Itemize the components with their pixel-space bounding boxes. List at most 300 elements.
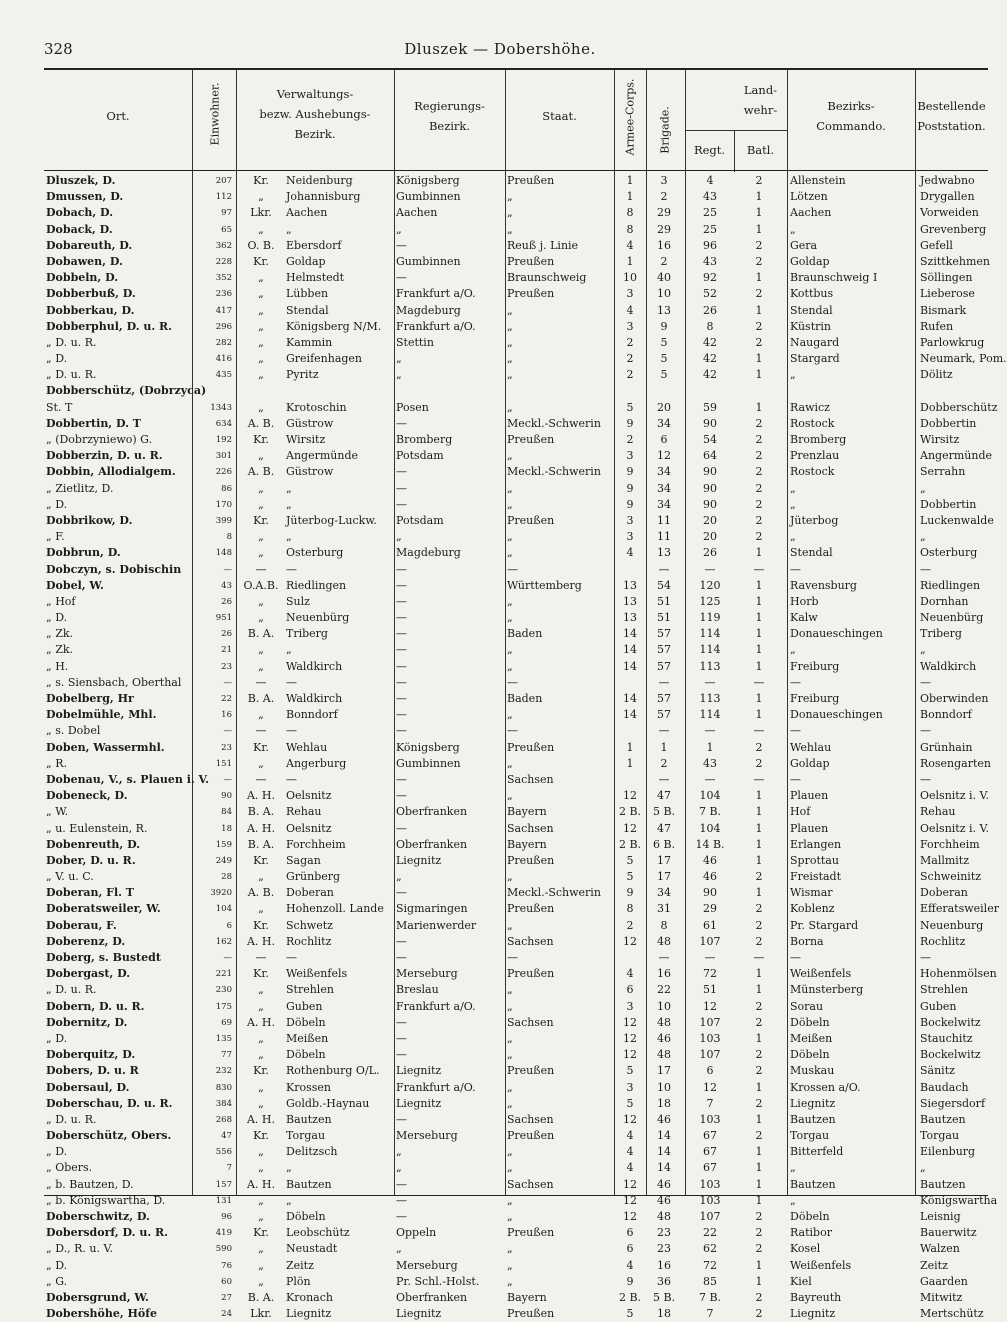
cell-regiment: 103	[699, 1177, 721, 1191]
cell-armee-corps: 9	[626, 481, 634, 495]
table-row	[44, 869, 988, 885]
table-row	[44, 901, 999, 917]
cell-bezirk: „	[286, 1161, 292, 1175]
table-row	[44, 1193, 998, 1209]
cell-poststation: Zeitz	[920, 1258, 948, 1272]
cell-bezirk: Angerburg	[286, 756, 347, 770]
cell-bataillon: 2	[755, 1307, 763, 1321]
cell-kommando: Goldap	[790, 254, 830, 268]
cell-bataillon: 1	[755, 1274, 763, 1288]
cell-armee-corps: 5	[626, 1064, 634, 1078]
cell-poststation: Osterburg	[920, 546, 978, 560]
cell-bezirk-typ: B. A.	[247, 692, 275, 705]
cell-regierung: —	[396, 724, 407, 738]
cell-kommando: Aachen	[790, 206, 832, 220]
cell-bezirk: Forchheim	[286, 837, 346, 851]
cell-bezirk: Oelsnitz	[286, 821, 332, 835]
cell-ort: Doberatsweiler, W.	[46, 902, 161, 916]
table-row	[44, 966, 997, 982]
cell-bataillon: 2	[755, 449, 763, 463]
table-row	[44, 982, 988, 998]
cell-armee-corps: 13	[623, 578, 637, 592]
cell-ort: Dobershöhe, Höfe	[46, 1307, 158, 1321]
cell-brigade: 6	[660, 433, 668, 446]
cell-bataillon: 1	[755, 983, 763, 997]
cell-staat: „	[507, 206, 513, 220]
cell-bezirk: „	[286, 222, 292, 236]
cell-kommando: Stendal	[790, 546, 833, 560]
cell-staat: „	[507, 449, 513, 463]
cell-poststation: Torgau	[920, 1129, 960, 1143]
cell-poststation: Grünhain	[920, 740, 973, 754]
cell-bataillon: 1	[755, 789, 763, 803]
cell-kommando: Kosel	[790, 1242, 821, 1256]
cell-kommando: Koblenz	[790, 902, 835, 916]
cell-poststation: Dobberschütz	[920, 400, 998, 414]
cell-poststation: Sänitz	[920, 1064, 955, 1078]
cell-poststation: Angermünde	[920, 449, 992, 463]
cell-ort: „ Zk.	[46, 643, 74, 657]
cell-ort: Dobareuth, D.	[46, 238, 133, 252]
cell-brigade: 14	[657, 1129, 671, 1143]
cell-staat: Bayern	[507, 1290, 547, 1304]
cell-brigade: 51	[657, 611, 671, 625]
table-row	[44, 1112, 988, 1128]
cell-kommando: Pr. Stargard	[790, 918, 859, 932]
table-row	[44, 238, 988, 254]
cell-brigade: 57	[657, 659, 671, 673]
cell-ort: Dobern, D. u. R.	[46, 999, 145, 1013]
cell-ort: Dobernitz, D.	[46, 1015, 128, 1029]
cell-armee-corps: 3	[626, 1080, 634, 1094]
cell-brigade: 10	[657, 1080, 671, 1094]
cell-bezirk-typ: Kr.	[253, 740, 269, 754]
cell-einwohner: 77	[221, 1050, 232, 1061]
cell-bataillon: —	[753, 951, 765, 964]
cell-kommando: Hof	[790, 805, 811, 819]
cell-kommando: Horb	[790, 594, 819, 608]
cell-bezirk: Meißen	[286, 1031, 329, 1045]
cell-regierung: —	[396, 934, 407, 948]
cell-bataillon: 2	[755, 1210, 763, 1223]
cell-armee-corps: 12	[623, 789, 637, 803]
cell-ort: „ D.	[46, 497, 68, 511]
table-row	[44, 1128, 988, 1144]
cell-regierung: Frankfurt a/O.	[396, 287, 476, 301]
cell-kommando: Rostock	[790, 416, 835, 430]
cell-bezirk-typ: „	[258, 1210, 264, 1223]
cell-poststation: Walzen	[920, 1242, 960, 1256]
cell-einwohner: —	[223, 677, 232, 688]
cell-poststation: „	[920, 643, 926, 657]
cell-bezirk-typ: B. A.	[247, 1290, 275, 1304]
cell-kommando: Krossen a/O.	[790, 1080, 861, 1094]
cell-ort: Dobberkau, D.	[46, 303, 135, 317]
cell-staat: „	[507, 1161, 513, 1175]
cell-staat: „	[507, 1258, 513, 1272]
cell-ort: Dobberbuß, D.	[46, 287, 136, 301]
cell-bezirk-typ: „	[258, 1274, 264, 1288]
cell-bataillon: 1	[755, 352, 763, 366]
cell-einwohner: 148	[215, 548, 232, 559]
cell-kommando: Freiburg	[790, 692, 840, 705]
table-row	[44, 934, 988, 950]
cell-ort: Dobersaul, D.	[46, 1080, 130, 1094]
cell-bataillon: 1	[755, 546, 763, 560]
cell-bataillon: 1	[755, 659, 763, 673]
cell-bezirk: Schwetz	[286, 918, 333, 932]
cell-staat: Sachsen	[507, 821, 554, 835]
cell-bezirk-typ: „	[258, 497, 264, 511]
cell-armee-corps: 12	[623, 1048, 637, 1062]
cell-bezirk: Osterburg	[286, 546, 344, 560]
cell-regiment: 4	[706, 174, 714, 187]
cell-einwohner: 27	[221, 1292, 232, 1303]
cell-ort: Doberenz, D.	[46, 934, 126, 948]
cell-kommando: Muskau	[790, 1064, 835, 1078]
cell-staat: „	[507, 1031, 513, 1045]
cell-bataillon: 1	[755, 368, 763, 382]
cell-regierung: Königsberg	[396, 174, 460, 187]
table-row	[44, 319, 988, 335]
cell-einwohner: 69	[221, 1017, 232, 1028]
cell-ort: Doberau, F.	[46, 918, 117, 932]
cell-bataillon: 1	[755, 692, 763, 705]
cell-einwohner: 296	[215, 321, 232, 332]
cell-kommando: „	[790, 1193, 796, 1207]
cell-ort: „ Hof	[46, 594, 76, 608]
table-row	[44, 788, 988, 804]
cell-regiment: 7 B.	[698, 1290, 722, 1304]
cell-regierung: —	[396, 1015, 407, 1029]
table-row	[44, 1241, 988, 1257]
cell-regiment: 113	[699, 692, 721, 705]
cell-regiment: 12	[703, 1080, 717, 1094]
cell-brigade: 5	[660, 352, 668, 366]
cell-bataillon: —	[753, 675, 765, 689]
cell-kommando: Donaueschingen	[790, 708, 883, 722]
cell-regiment: 51	[703, 983, 717, 997]
cell-bataillon: 1	[755, 1031, 763, 1045]
cell-brigade: 57	[657, 643, 671, 657]
cell-brigade: 48	[657, 1048, 671, 1062]
cell-einwohner: 249	[215, 855, 232, 866]
cell-kommando: Sprottau	[790, 853, 839, 867]
cell-poststation: Strehlen	[920, 983, 968, 997]
cell-bezirk: Goldb.-Haynau	[286, 1096, 370, 1110]
cell-regiment: 67	[703, 1161, 717, 1175]
table-row	[44, 626, 988, 642]
cell-regiment: —	[704, 772, 716, 786]
cell-poststation: Bonndorf	[920, 708, 972, 722]
table-row	[44, 740, 988, 756]
cell-bataillon: 2	[755, 1290, 763, 1304]
cell-poststation: Rochlitz	[920, 934, 966, 948]
cell-staat: „	[507, 222, 513, 236]
cell-poststation: Dölitz	[920, 368, 953, 382]
cell-regierung: Gumbinnen	[396, 254, 461, 268]
cell-bezirk-typ: „	[258, 190, 264, 204]
cell-bezirk-typ: „	[258, 611, 264, 625]
cell-bezirk-typ: Lkr.	[250, 1307, 272, 1321]
cell-armee-corps: 12	[623, 1177, 637, 1191]
cell-einwohner: 96	[221, 1212, 232, 1222]
cell-einwohner: 419	[215, 1228, 232, 1239]
cell-regierung: Gumbinnen	[396, 190, 461, 204]
cell-regiment: 107	[699, 934, 721, 948]
cell-einwohner: —	[223, 774, 232, 785]
cell-bezirk: Hohenzoll. Lande	[286, 902, 384, 916]
cell-einwohner: 951	[215, 613, 232, 624]
cell-poststation: Neuenbürg	[920, 611, 984, 625]
cell-bezirk: Helmstedt	[286, 271, 345, 285]
table-row	[44, 999, 988, 1015]
cell-bataillon: 1	[755, 886, 763, 900]
cell-einwohner: 282	[215, 337, 232, 348]
cell-poststation: Riedlingen	[920, 578, 981, 592]
cell-poststation: Gefell	[920, 238, 953, 252]
cell-armee-corps: 12	[623, 1015, 637, 1029]
cell-staat: „	[507, 708, 513, 722]
cell-regierung: —	[396, 789, 407, 803]
cell-ort: Dobbrikow, D.	[46, 513, 133, 527]
table-row	[44, 529, 988, 545]
cell-regierung: „	[396, 1242, 402, 1256]
cell-regierung: Magdeburg	[396, 546, 461, 560]
cell-bezirk: Ebersdorf	[286, 238, 342, 252]
cell-armee-corps: 4	[626, 967, 634, 981]
cell-kommando: Freiburg	[790, 659, 840, 673]
cell-poststation: Vorweiden	[920, 206, 979, 220]
cell-bezirk: Angermünde	[286, 449, 358, 463]
cell-regierung: Liegnitz	[396, 1096, 442, 1110]
cell-ort: Dober, D. u. R.	[46, 853, 136, 867]
cell-einwohner: 384	[215, 1098, 232, 1109]
cell-brigade: 16	[657, 238, 671, 252]
cell-bezirk-typ: „	[258, 319, 264, 333]
cell-armee-corps: 8	[626, 902, 634, 916]
cell-regierung: —	[396, 772, 407, 786]
table-row	[44, 1031, 988, 1047]
cell-poststation: Bockelwitz	[920, 1015, 981, 1029]
cell-bataillon: —	[753, 724, 765, 738]
cell-einwohner: 192	[215, 435, 232, 445]
cell-bataillon: 2	[755, 238, 763, 252]
cell-bezirk-typ: „	[258, 983, 264, 997]
cell-bezirk-typ: „	[258, 481, 264, 495]
cell-brigade: 31	[657, 902, 671, 916]
cell-regierung: Bromberg	[396, 433, 453, 446]
cell-brigade: 48	[657, 1015, 671, 1029]
cell-staat: —	[507, 951, 518, 964]
cell-ort: St. T	[46, 400, 73, 414]
table-row	[44, 707, 988, 723]
cell-bataillon: 2	[755, 513, 763, 527]
cell-ort: Dobelberg, Hr	[46, 692, 134, 705]
cell-armee-corps: 1	[626, 190, 634, 204]
cell-staat: „	[507, 303, 513, 317]
cell-bezirk-typ: Kr.	[253, 1129, 269, 1143]
cell-bezirk-typ: A. H.	[246, 1112, 276, 1126]
cell-poststation: Drygallen	[920, 190, 975, 204]
cell-bezirk: Wirsitz	[286, 433, 326, 446]
cell-staat: —	[507, 562, 518, 576]
cell-poststation: Neumark, Pom.	[920, 352, 1007, 366]
cell-poststation: „	[920, 481, 926, 495]
table-row	[44, 481, 988, 497]
cell-poststation: Neuenburg	[920, 918, 984, 932]
cell-bezirk-typ: —	[255, 951, 267, 964]
cell-armee-corps: 1	[626, 254, 634, 268]
cell-regiment: 67	[703, 1129, 717, 1143]
cell-bezirk: Strehlen	[286, 983, 334, 997]
cell-regierung: „	[396, 1145, 402, 1159]
cell-bataillon: 2	[755, 934, 763, 948]
cell-brigade: 9	[660, 319, 668, 333]
cell-bezirk: —	[286, 562, 297, 576]
table-row	[44, 448, 992, 464]
cell-kommando: —	[790, 562, 801, 576]
cell-poststation: Dobbertin	[920, 416, 977, 430]
cell-bezirk-typ: „	[258, 1048, 264, 1062]
cell-staat: —	[507, 724, 518, 738]
cell-staat: Sachsen	[507, 1015, 554, 1029]
cell-armee-corps: 8	[626, 222, 634, 236]
cell-bezirk-typ: Kr.	[253, 433, 269, 446]
cell-kommando: Kottbus	[790, 287, 834, 301]
cell-brigade: 34	[657, 481, 671, 495]
cell-armee-corps: 2	[626, 918, 634, 932]
cell-armee-corps: 4	[626, 238, 634, 252]
cell-poststation: Grevenberg	[920, 222, 987, 236]
cell-brigade: 18	[657, 1096, 671, 1110]
cell-bezirk-typ: B. A.	[247, 837, 275, 851]
cell-brigade: 17	[657, 870, 671, 884]
cell-ort: „ u. Eulenstein, R.	[46, 821, 148, 835]
cell-kommando: Naugard	[790, 335, 840, 349]
cell-ort: Dobersdorf, D. u. R.	[46, 1226, 168, 1240]
cell-staat: Preußen	[507, 1226, 555, 1240]
cell-bezirk-typ: „	[258, 530, 264, 544]
cell-ort: Dobenreuth, D.	[46, 837, 141, 851]
cell-bataillon: 1	[755, 1258, 763, 1272]
cell-ort: „ D. u. R.	[46, 983, 97, 997]
cell-ort: Dobergast, D.	[46, 967, 131, 981]
cell-ort: Doberschwitz, D.	[46, 1210, 150, 1223]
cell-regierung: —	[396, 951, 407, 964]
cell-bataillon: 2	[755, 465, 763, 479]
cell-regierung: Liegnitz	[396, 1064, 442, 1078]
cell-ort: „ G.	[46, 1274, 68, 1288]
cell-regiment: 62	[703, 1242, 717, 1256]
cell-regierung: —	[396, 562, 407, 576]
cell-regierung: Frankfurt a/O.	[396, 319, 476, 333]
cell-staat: Bayern	[507, 805, 547, 819]
cell-staat: Meckl.-Schwerin	[507, 416, 601, 430]
cell-bezirk-typ: „	[258, 449, 264, 463]
cell-bataillon: 2	[755, 530, 763, 544]
table-row	[44, 691, 988, 707]
cell-einwohner: 135	[215, 1033, 232, 1044]
cell-ort: „ (Dobrzyniewo) G.	[46, 433, 153, 446]
cell-regiment: 90	[703, 465, 717, 479]
cell-regierung: Merseburg	[396, 1129, 458, 1143]
cell-kommando: Borna	[790, 934, 824, 948]
cell-staat: Preußen	[507, 254, 555, 268]
cell-bataillon: 1	[755, 594, 763, 608]
cell-bataillon: 2	[755, 740, 763, 754]
cell-bezirk-typ: A. H.	[246, 934, 276, 948]
cell-bezirk-typ: Kr.	[253, 918, 269, 932]
table-row	[44, 189, 988, 205]
cell-einwohner: 232	[215, 1066, 232, 1077]
cell-armee-corps: 4	[626, 1258, 634, 1272]
table-row	[44, 610, 988, 626]
cell-ort: „ s. Siensbach, Oberthal	[46, 675, 182, 689]
cell-kommando: Prenzlau	[790, 449, 840, 463]
cell-einwohner: 84	[221, 807, 232, 818]
cell-einwohner: 112	[215, 192, 232, 203]
cell-regierung: —	[396, 1177, 407, 1191]
cell-brigade: 54	[657, 578, 671, 592]
cell-kommando: „	[790, 497, 796, 511]
table-row	[44, 1063, 988, 1079]
cell-regierung: Marienwerder	[396, 918, 477, 932]
cell-brigade: 47	[657, 789, 671, 803]
cell-regiment: 103	[699, 1112, 721, 1126]
cell-armee-corps: 14	[623, 627, 637, 641]
cell-bezirk: Greifenhagen	[286, 352, 363, 366]
cell-regierung: Merseburg	[396, 1258, 458, 1272]
cell-staat: „	[507, 190, 513, 204]
cell-brigade: 17	[657, 1064, 671, 1078]
cell-regierung: —	[396, 1193, 407, 1207]
cell-staat: Braunschweig	[507, 271, 587, 285]
cell-ort: „ R.	[46, 756, 67, 770]
cell-ort: Doback, D.	[46, 222, 113, 236]
cell-regierung: —	[396, 708, 407, 722]
cell-bezirk: Triberg	[286, 627, 328, 641]
cell-einwohner: 65	[221, 224, 232, 235]
cell-regierung: —	[396, 611, 407, 625]
cell-poststation: Hohenmölsen	[920, 967, 997, 981]
cell-einwohner: 104	[215, 904, 232, 915]
cell-bezirk: „	[286, 1193, 292, 1207]
cell-kommando: —	[790, 951, 801, 964]
cell-armee-corps: 4	[626, 546, 634, 560]
cell-staat: „	[507, 643, 513, 657]
cell-regiment: 54	[703, 433, 717, 446]
cell-regiment: 114	[699, 708, 721, 722]
table-row	[44, 853, 988, 869]
cell-bataillon: 2	[755, 1064, 763, 1078]
cell-staat: Preußen	[507, 287, 555, 301]
cell-einwohner: 590	[215, 1244, 232, 1255]
cell-regiment: 90	[703, 416, 717, 430]
cell-regiment: 26	[703, 546, 717, 560]
cell-regierung: Liegnitz	[396, 853, 442, 867]
table-row	[44, 772, 988, 788]
cell-brigade: 5	[660, 335, 668, 349]
cell-bezirk-typ: „	[258, 999, 264, 1013]
cell-brigade: 12	[657, 449, 671, 463]
cell-kommando: Rawicz	[790, 400, 830, 414]
cell-bezirk: Krotoschin	[286, 400, 347, 414]
cell-bataillon: 2	[755, 1226, 763, 1240]
cell-bezirk-typ: Kr.	[253, 174, 269, 187]
cell-bezirk-typ: —	[255, 562, 267, 576]
cell-regierung: —	[396, 659, 407, 673]
